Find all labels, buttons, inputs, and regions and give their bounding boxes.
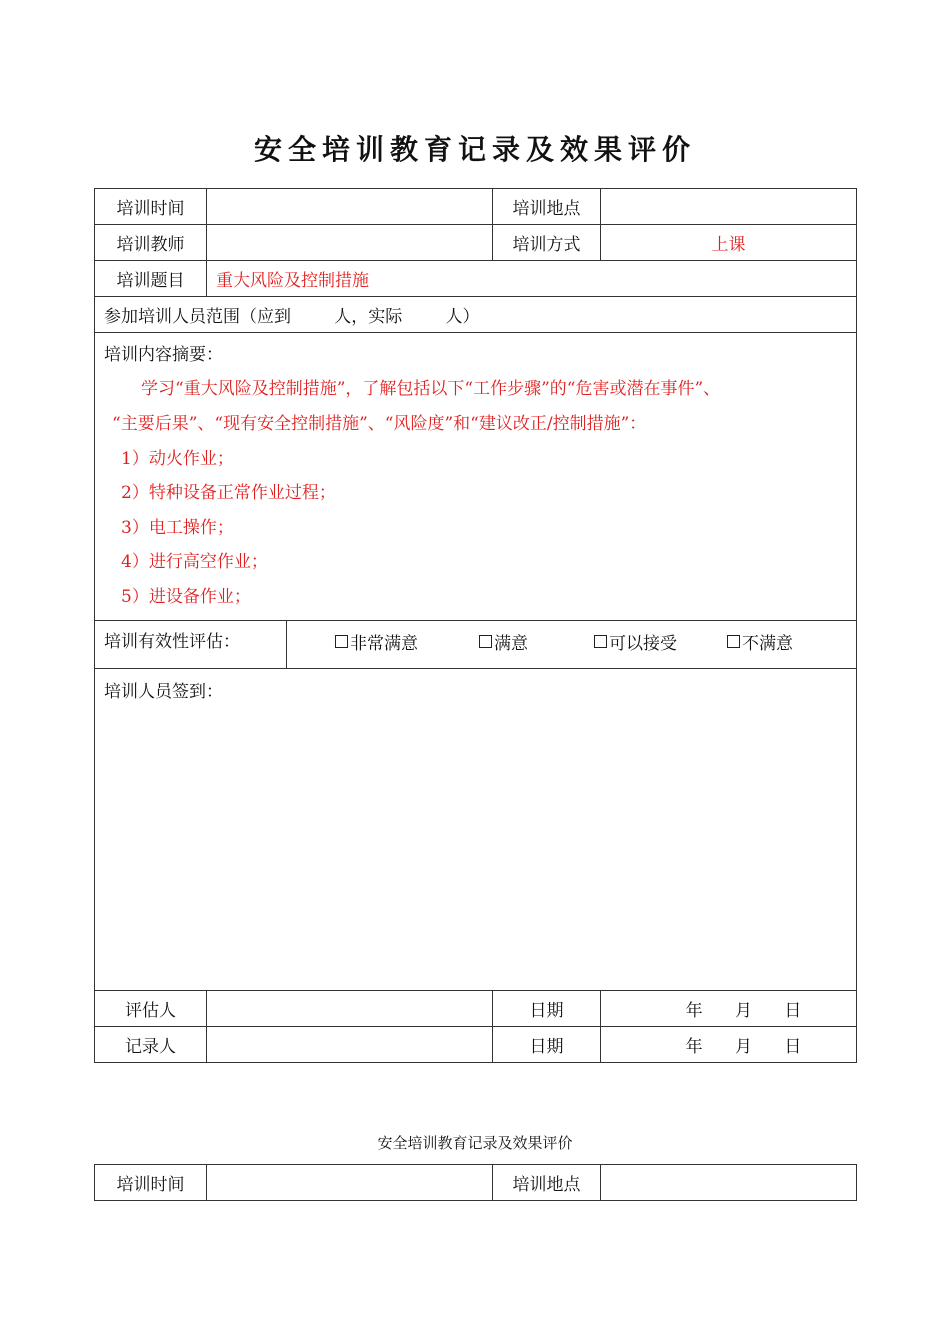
row-recorder — [95, 1027, 857, 1063]
signin-label: 培训人员签到： — [104, 682, 223, 702]
checkbox-icon[interactable] — [335, 635, 348, 648]
row-effectiveness — [95, 621, 857, 669]
row-participants — [95, 297, 857, 333]
row-time-location — [95, 1165, 857, 1201]
training-record-table — [94, 188, 857, 1063]
summary-item: 2）特种设备正常作业过程； — [121, 483, 336, 503]
summary-label: 培训内容摘要： — [104, 345, 223, 365]
method-field[interactable]: 上课 — [600, 225, 856, 260]
label-teacher: 培训教师 — [116, 235, 185, 255]
option-satisfied[interactable] — [479, 629, 528, 654]
label-date: 日期 — [492, 991, 600, 1026]
label-method: 培训方式 — [492, 225, 600, 260]
training-location-field[interactable] — [600, 189, 856, 224]
label-training-time: 培训时间 — [116, 1175, 185, 1195]
checkbox-icon[interactable] — [727, 635, 740, 648]
row-summary — [95, 333, 857, 621]
label-date: 日期 — [492, 1027, 600, 1062]
row-evaluator — [95, 991, 857, 1027]
option-label: 可以接受 — [609, 634, 677, 654]
label-topic: 培训题目 — [116, 271, 185, 291]
evaluator-field[interactable] — [206, 991, 492, 1026]
second-record-table — [94, 1164, 857, 1201]
summary-item: 3）电工操作； — [121, 518, 234, 538]
evaluator-date-field[interactable]: 年 月 日 — [600, 991, 856, 1026]
label-training-location: 培训地点 — [492, 189, 600, 224]
recorder-field[interactable] — [206, 1027, 492, 1062]
option-very-satisfied[interactable] — [335, 629, 418, 654]
summary-item: 1）动火作业； — [121, 449, 234, 469]
label-training-time: 培训时间 — [116, 199, 185, 219]
option-unsatisfied[interactable] — [727, 629, 793, 654]
option-acceptable[interactable] — [594, 629, 677, 654]
option-label: 非常满意 — [350, 634, 418, 654]
row-teacher-method — [95, 225, 857, 261]
summary-item: 5）进设备作业； — [121, 587, 251, 607]
checkbox-icon[interactable] — [479, 635, 492, 648]
form-title: 安全培训教育记录及效果评价 — [253, 133, 696, 166]
row-topic — [95, 261, 857, 297]
effectiveness-options — [286, 621, 856, 668]
label-effectiveness: 培训有效性评估： — [104, 632, 240, 652]
row-time-location — [95, 189, 857, 225]
training-location-field[interactable] — [600, 1165, 856, 1200]
row-signin[interactable] — [95, 669, 857, 991]
label-recorder: 记录人 — [125, 1037, 176, 1057]
checkbox-icon[interactable] — [594, 635, 607, 648]
summary-intro-line2: “主要后果”、“现有安全控制措施”、“风险度”和“建议改正/控制措施”： — [112, 414, 647, 434]
teacher-field[interactable] — [206, 225, 492, 260]
summary-item: 4）进行高空作业； — [121, 552, 268, 572]
recorder-date-field[interactable]: 年 月 日 — [600, 1027, 856, 1062]
label-evaluator: 评估人 — [125, 1001, 176, 1021]
participants-scope[interactable]: 参加培训人员范围（应到 人，实际 人） — [104, 307, 480, 327]
second-form-title: 安全培训教育记录及效果评价 — [377, 1134, 573, 1152]
summary-intro-line1: 学习“重大风险及控制措施”，了解包括以下“工作步骤”的“危害或潜在事件”、 — [141, 379, 721, 399]
training-time-field[interactable] — [206, 1165, 492, 1200]
option-label: 满意 — [494, 634, 528, 654]
label-training-location: 培训地点 — [492, 1165, 600, 1200]
training-time-field[interactable] — [206, 189, 492, 224]
option-label: 不满意 — [742, 634, 793, 654]
topic-field[interactable]: 重大风险及控制措施 — [206, 261, 856, 296]
